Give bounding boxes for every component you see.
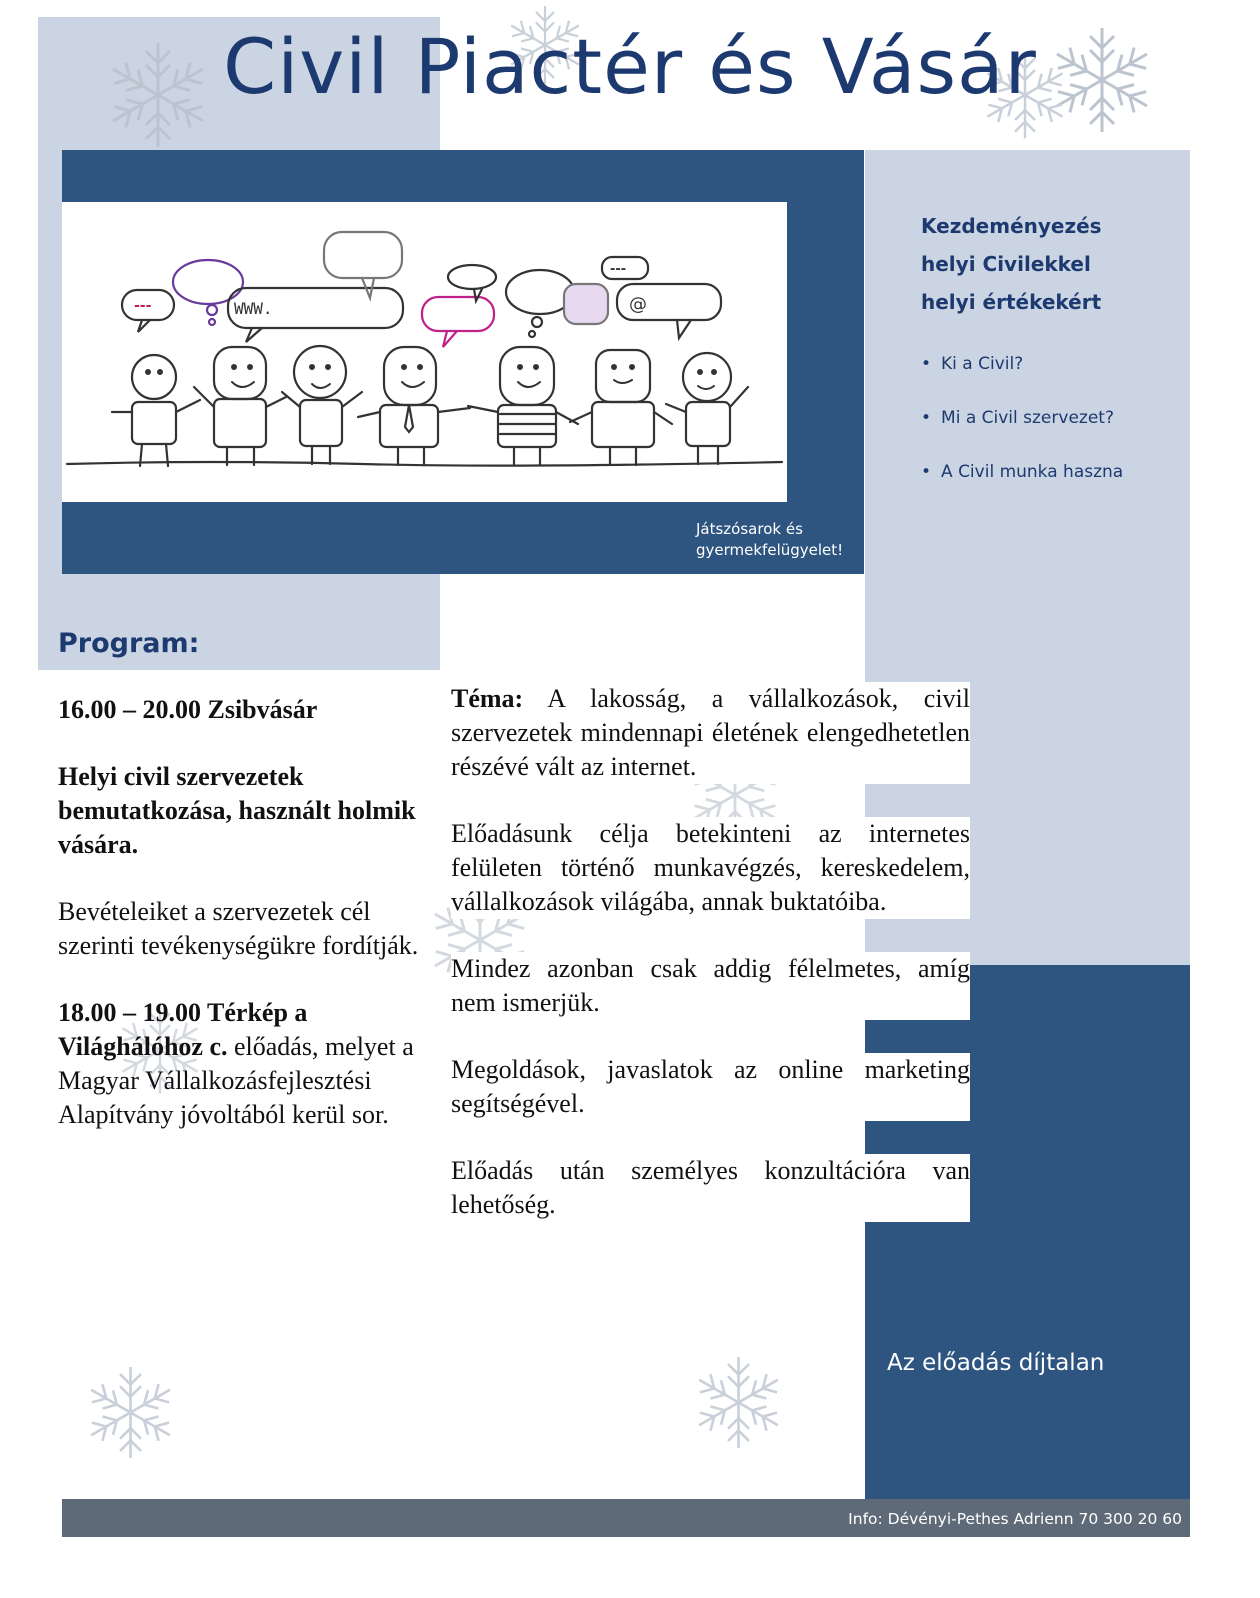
slot2-title: 18.00 – 19.00 Térkép a Világhálóhoz c. xyxy=(58,998,308,1061)
slot1-description: Helyi civil szervezetek bemutatkozása, használt holmik vására. xyxy=(58,762,416,859)
slot1-note: Bevételeiket a szervezetek cél szerinti tevékenységükre fordítják. xyxy=(58,897,419,960)
topic-item: • Mi a Civil szervezet? xyxy=(921,399,1181,453)
kids-corner-note xyxy=(696,519,856,561)
free-admission-note: Az előadás díjtalan xyxy=(887,1350,1105,1376)
www-bubble-text: WWW. xyxy=(234,299,273,318)
program-column xyxy=(58,693,428,1165)
kids-corner-line2: gyermekfelügyelet! xyxy=(696,541,844,559)
illustration-people-talking xyxy=(62,202,787,502)
topic-item: • Ki a Civil? xyxy=(921,345,1181,399)
page-title: Civil Piactér és Vásár xyxy=(223,22,1037,111)
theme-paragraph: Előadás után személyes konzultációra van lehetőség. xyxy=(451,1154,970,1222)
kids-corner-line1: Játszósarok és xyxy=(696,520,803,538)
slot1-title: 16.00 – 20.00 Zsibvásár xyxy=(58,695,318,724)
contact-info: Info: Dévényi-Pethes Adrienn 70 300 20 60 xyxy=(848,1510,1182,1528)
snowflake-icon xyxy=(78,1360,183,1465)
program-heading: Program: xyxy=(58,628,200,659)
dash-bubble-text: --- xyxy=(610,262,627,277)
dash-bubble-text: --- xyxy=(134,298,152,314)
theme-column xyxy=(451,682,970,1255)
footer-bar xyxy=(62,1499,1190,1537)
topic-list xyxy=(921,345,1181,507)
topic-item: • A Civil munka haszna xyxy=(921,453,1181,507)
slot2-description: előadás, melyet a Magyar Vállalkozásfejlesztési Alapítvány jóvoltából kerül sor. xyxy=(58,1032,414,1129)
people-chatting-illustration xyxy=(62,202,787,502)
theme-paragraph: A lakosság, a vállalkozások, civil szervezetek mindennapi életének elengedhetetlen részévé vált az internet. xyxy=(451,684,970,781)
theme-paragraph: Megoldások, javaslatok az online marketing segítségével. xyxy=(451,1053,970,1121)
initiative-heading xyxy=(921,207,1161,321)
initiative-line: helyi értékekért xyxy=(921,290,1102,314)
snowflake-icon xyxy=(686,1350,791,1455)
initiative-line: helyi Civilekkel xyxy=(921,252,1091,276)
at-bubble-text: @ xyxy=(629,294,647,315)
theme-label: Téma: xyxy=(451,684,524,713)
theme-paragraph: Mindez azonban csak addig félelmetes, amíg nem ismerjük. xyxy=(451,952,970,1020)
initiative-line: Kezdeményezés xyxy=(921,214,1102,238)
theme-paragraph: Előadásunk célja betekinteni az internetes felületen történő munkavégzés, kereskedelem, vállalkozások világába, annak buktatóiba. xyxy=(451,817,970,919)
